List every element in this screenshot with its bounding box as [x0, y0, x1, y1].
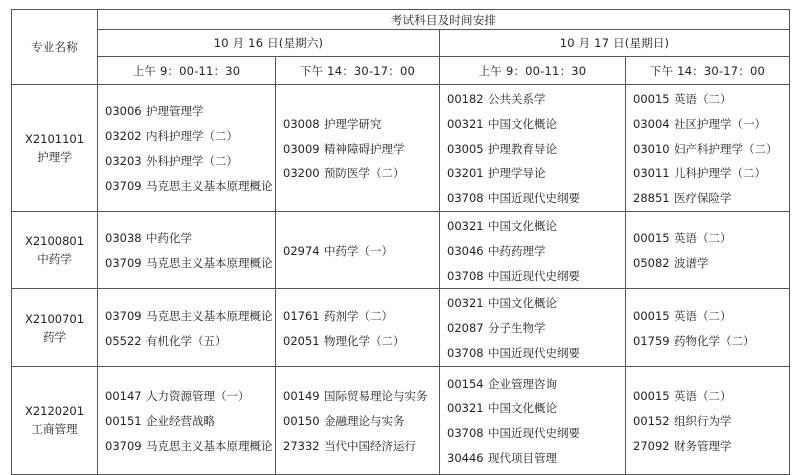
course-code: 00321: [447, 401, 484, 416]
course-code: 00154: [447, 376, 484, 391]
course-code: 00321: [447, 116, 484, 131]
course-code: 00151: [105, 413, 142, 428]
course-entry: [105, 124, 275, 149]
session-header-oct17-morning: 上午 9：00-11：30: [440, 57, 626, 85]
course-name: 中药化学: [146, 231, 192, 246]
major-code: X2120201: [24, 404, 85, 419]
course-entry: [633, 304, 789, 329]
course-code: 03708: [447, 426, 484, 441]
course-list: [276, 110, 439, 186]
course-code: 00321: [447, 218, 484, 233]
course-name: 护理学导论: [488, 166, 546, 181]
exam-schedule-document: [11, 9, 789, 467]
exam-slot-oct16-afternoon: [276, 85, 440, 212]
course-code: 03009: [283, 141, 320, 156]
course-name: 中国文化概论: [488, 116, 557, 131]
course-entry: [105, 149, 275, 174]
course-list: [276, 302, 439, 354]
course-name: 中国近现代史纲要: [488, 345, 580, 360]
exam-slot-oct16-morning: [98, 85, 276, 212]
exam-slot-oct17-afternoon: [626, 289, 790, 366]
course-code: 03202: [105, 129, 142, 144]
course-entry: [447, 161, 625, 186]
exam-slot-oct17-afternoon: [626, 366, 790, 474]
course-list: [98, 382, 275, 458]
course-entry: [633, 226, 789, 251]
course-entry: [447, 264, 625, 289]
exam-slot-oct16-afternoon: [276, 289, 440, 366]
course-name: 儿科护理学（二）: [674, 166, 766, 181]
course-entry: [283, 112, 439, 137]
course-code: 28851: [633, 191, 670, 206]
course-entry: [633, 409, 789, 434]
course-name: 物理化学（二）: [324, 333, 405, 348]
course-name: 国际贸易理论与实务: [324, 389, 428, 404]
course-entry: [633, 137, 789, 162]
course-code: 03201: [447, 166, 484, 181]
course-name: 药剂学（二）: [324, 308, 393, 323]
course-name: 人力资源管理（一）: [146, 389, 250, 404]
course-entry: [283, 409, 439, 434]
course-entry: [633, 87, 789, 112]
course-code: 03005: [447, 141, 484, 156]
course-code: 02087: [447, 321, 484, 336]
major-code: X2100701: [24, 311, 85, 326]
exam-slot-oct16-morning: [98, 289, 276, 366]
course-list: [626, 302, 789, 354]
course-name: 现代项目管理: [488, 451, 557, 466]
course-list: [440, 212, 625, 288]
course-entry: [105, 409, 275, 434]
course-entry: [105, 226, 275, 251]
course-name: 中国近现代史纲要: [488, 191, 580, 206]
course-code: 01759: [633, 333, 670, 348]
course-code: 01761: [283, 308, 320, 323]
course-code: 03008: [283, 116, 320, 131]
exam-slot-oct16-afternoon: [276, 366, 440, 474]
course-list: [440, 289, 625, 365]
course-code: 00152: [633, 413, 670, 428]
course-entry: [447, 316, 625, 341]
course-entry: [447, 341, 625, 366]
session-header-oct16-afternoon: 下午 14：30-17：00: [276, 57, 440, 85]
major-name: 工商管理: [31, 422, 78, 437]
course-list: [276, 382, 439, 458]
course-entry: [105, 384, 275, 409]
course-code: 03010: [633, 141, 670, 156]
course-name: 金融理论与实务: [324, 413, 405, 428]
course-name: 中国文化概论: [488, 218, 557, 233]
exam-slot-oct16-morning: [98, 366, 276, 474]
course-name: 马克思主义基本原理概论: [146, 256, 273, 271]
course-entry: [447, 214, 625, 239]
course-code: 00015: [633, 92, 670, 106]
course-name: 护理教育导论: [488, 141, 557, 156]
course-name: 组织行为学: [674, 413, 732, 428]
course-code: 03708: [447, 191, 484, 206]
course-code: 03709: [105, 178, 142, 193]
exam-slot-oct17-morning: [440, 211, 626, 288]
course-entry: [105, 304, 275, 329]
course-entry: [283, 384, 439, 409]
course-code: 03203: [105, 153, 142, 168]
course-name: 马克思主义基本原理概论: [146, 178, 273, 193]
course-entry: [283, 304, 439, 329]
course-entry: [283, 329, 439, 354]
course-code: 03200: [283, 166, 320, 181]
course-entry: [283, 239, 439, 264]
major-cell: [12, 85, 98, 212]
course-entry: [633, 161, 789, 186]
course-code: 00147: [105, 389, 142, 404]
major-name: 护理学: [37, 149, 72, 164]
major-name: 药学: [43, 329, 66, 344]
course-code: 03709: [105, 438, 142, 453]
course-code: 27332: [283, 438, 320, 453]
exam-slot-oct16-afternoon: [276, 211, 440, 288]
course-name: 妇产科护理学（二）: [674, 141, 778, 156]
course-entry: [447, 396, 625, 421]
course-entry: [283, 434, 439, 459]
major-name: 中药学: [37, 252, 72, 267]
day-header-oct17: 10 月 17 日(星期日): [440, 30, 790, 57]
course-name: 中国文化概论: [488, 296, 557, 311]
course-entry: [447, 446, 625, 471]
major-code: X2100801: [24, 234, 85, 249]
course-code: 05522: [105, 333, 142, 348]
course-list: [440, 370, 625, 471]
course-entry: [633, 384, 789, 409]
course-entry: [447, 421, 625, 446]
course-list: [440, 85, 625, 211]
course-entry: [105, 329, 275, 354]
exam-slot-oct17-afternoon: [626, 85, 790, 212]
course-name: 精神障碍护理学: [324, 141, 405, 156]
course-list: [98, 97, 275, 198]
course-name: 中药药理学: [488, 243, 546, 258]
exam-slot-oct17-morning: [440, 366, 626, 474]
session-header-oct16-morning: 上午 9：00-11：30: [98, 57, 276, 85]
course-entry: [447, 137, 625, 162]
day-header-oct16: 10 月 16 日(星期六): [98, 30, 440, 57]
major-code: X2101101: [24, 131, 85, 146]
course-name: 中国近现代史纲要: [488, 426, 580, 441]
course-name: 公共关系学: [488, 92, 546, 106]
exam-slot-oct17-afternoon: [626, 211, 790, 288]
session-header-oct17-afternoon: 下午 14：30-17：00: [626, 57, 790, 85]
course-name: 马克思主义基本原理概论: [146, 438, 273, 453]
major-row: [12, 211, 790, 288]
course-code: 30446: [447, 451, 484, 466]
course-entry: [105, 99, 275, 124]
course-name: 英语（二）: [674, 231, 732, 246]
course-entry: [447, 291, 625, 316]
course-entry: [447, 112, 625, 137]
course-entry: [105, 174, 275, 199]
course-name: 药物化学（二）: [674, 333, 755, 348]
course-entry: [633, 329, 789, 354]
course-code: 03006: [105, 104, 142, 119]
course-code: 03011: [633, 166, 670, 181]
course-entry: [633, 186, 789, 211]
course-code: 00182: [447, 92, 484, 106]
course-code: 00150: [283, 413, 320, 428]
course-entry: [283, 161, 439, 186]
course-name: 内科护理学（二）: [146, 129, 238, 144]
header-row-overall: [12, 10, 790, 30]
course-code: 02051: [283, 333, 320, 348]
course-list: [626, 224, 789, 276]
course-list: [276, 237, 439, 264]
course-name: 中药学（一）: [324, 243, 393, 258]
course-code: 03708: [447, 345, 484, 360]
course-code: 00015: [633, 389, 670, 404]
major-cell: [12, 366, 98, 474]
course-name: 当代中国经济运行: [324, 438, 416, 453]
major-cell: [12, 289, 98, 366]
course-name: 财务管理学: [674, 438, 732, 453]
course-entry: [633, 251, 789, 276]
course-code: 02974: [283, 243, 320, 258]
course-name: 护理管理学: [146, 104, 204, 119]
course-entry: [283, 137, 439, 162]
exam-schedule-table: [11, 9, 790, 475]
course-name: 企业管理咨询: [488, 376, 557, 391]
course-name: 预防医学（二）: [324, 166, 405, 181]
course-code: 00149: [283, 389, 320, 404]
course-name: 外科护理学（二）: [146, 153, 238, 168]
exam-slot-oct17-morning: [440, 85, 626, 212]
course-code: 00015: [633, 231, 670, 246]
course-name: 社区护理学（一）: [674, 116, 766, 131]
course-entry: [447, 239, 625, 264]
major-row: [12, 289, 790, 366]
course-entry: [633, 434, 789, 459]
course-list: [626, 85, 789, 211]
course-name: 有机化学（五）: [146, 333, 227, 348]
course-list: [98, 224, 275, 276]
course-code: 00321: [447, 296, 484, 311]
course-name: 英语（二）: [674, 92, 732, 106]
course-name: 分子生物学: [488, 321, 546, 336]
course-code: 03709: [105, 308, 142, 323]
course-entry: [447, 372, 625, 397]
course-code: 27092: [633, 438, 670, 453]
course-entry: [447, 87, 625, 112]
course-name: 英语（二）: [674, 389, 732, 404]
exam-slot-oct16-morning: [98, 211, 276, 288]
course-code: 03046: [447, 243, 484, 258]
major-cell: [12, 211, 98, 288]
course-entry: [633, 112, 789, 137]
course-name: 企业经营战略: [146, 413, 215, 428]
major-row: [12, 85, 790, 212]
exam-slot-oct17-morning: [440, 289, 626, 366]
course-code: 03004: [633, 116, 670, 131]
header-row-days: [12, 30, 790, 57]
course-name: 护理学研究: [324, 116, 382, 131]
course-name: 英语（二）: [674, 308, 732, 323]
course-name: 马克思主义基本原理概论: [146, 308, 273, 323]
major-row: [12, 366, 790, 474]
course-entry: [447, 186, 625, 211]
course-code: 03038: [105, 231, 142, 246]
course-code: 00015: [633, 308, 670, 323]
course-entry: [105, 251, 275, 276]
course-code: 03708: [447, 268, 484, 283]
course-name: 中国近现代史纲要: [488, 268, 580, 283]
course-list: [98, 302, 275, 354]
course-entry: [105, 434, 275, 459]
course-list: [626, 382, 789, 458]
course-code: 03709: [105, 256, 142, 271]
header-row-sessions: [12, 57, 790, 85]
schedule-overall-header: 考试科目及时间安排: [98, 10, 790, 30]
course-name: 医疗保险学: [674, 191, 732, 206]
course-name: 波谱学: [674, 256, 709, 271]
course-name: 中国文化概论: [488, 401, 557, 416]
major-column-header: 专业名称: [12, 10, 98, 85]
course-code: 05082: [633, 256, 670, 271]
